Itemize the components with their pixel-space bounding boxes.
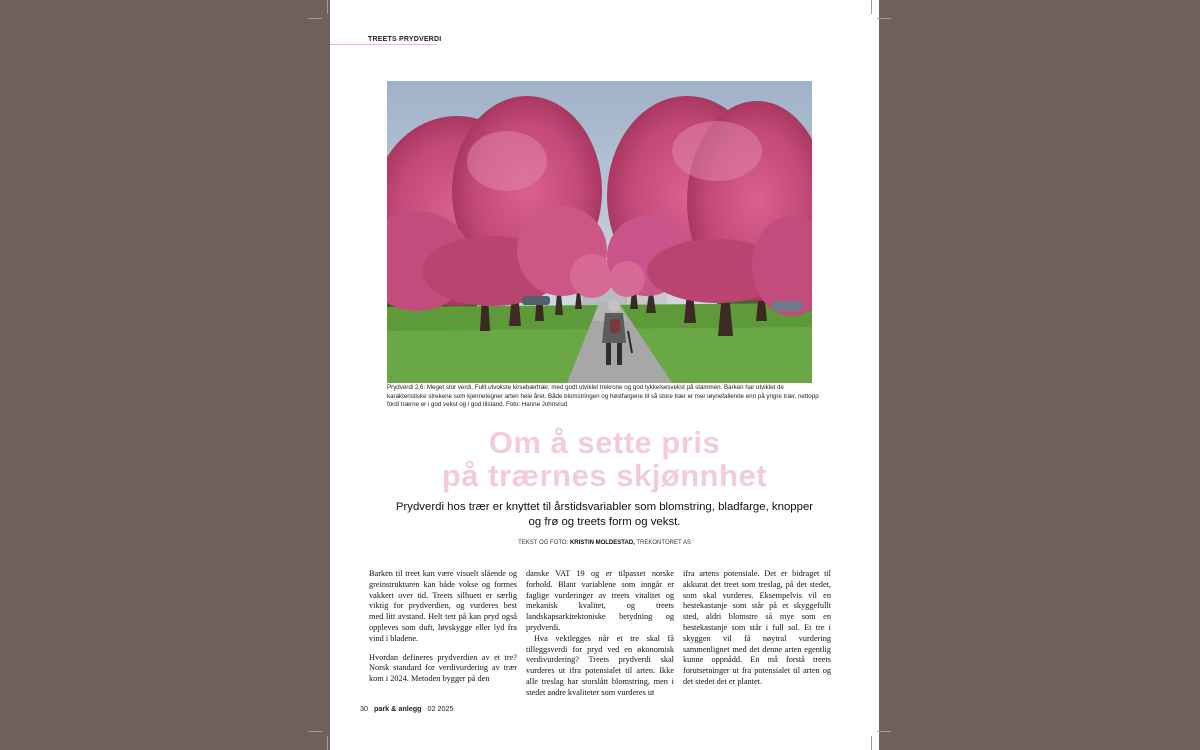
article-lead: Prydverdi hos trær er knyttet til årstidsvariabler som blomstring, bladfarge, knopper og frø og treets form og vekst. [395,501,814,528]
crop-mark [871,736,872,750]
crop-mark [308,731,322,732]
section-label: TREETS PRYDVERDI [368,36,442,43]
photo-caption: Prydverdi 2,6: Meget stor verdi. Fullt utvokste kirsebærtrær, med godt utviklet trekrone og god tykkelsesvekst på stammen. Barken har utviklet de karakteristiske strekene som kjennetegner arten hele året. Både blomstringen og høstfargene til så store trær er mer iøynefallende enn på yngre trær, nettopp fordi trærne er i god vekst og i god tilstand. Foto: Hanne Johnsrud [387,384,819,409]
magazine-page [330,0,879,750]
magazine-name: park & anlegg [374,704,422,713]
issue-number: 02 2025 [427,704,454,713]
headline-line-2: på trærnes skjønnhet [441,458,768,493]
paragraph: ifra artens potensiale. Det er bidraget til akkurat det treet som treslag, på det stedet, som skal vurderes. Eksempelvis vil en hestekastanje som står på et skyggefullt sted, aldri blomstre så mye som en hestekastanje som står i full sol. Et tre i skyggen vil få nøytral vurdering sammenlignet med det denne arten egentlig kunne oppnådd. En må forstå treets forutsetninger ut fra potensialet til arten og det stedet det er plantet. [683,569,831,686]
paragraph: danske VAT 19 og er tilpasset norske forhold. Blant variablene som inngår er faglige vurderinger av treets vitalitet og mekanisk kvalitet, og treets landskapsarkitektoniske betydning og prydverdi. [526,569,674,632]
crop-mark [877,731,891,732]
byline-org: TREKONTORET AS [634,540,691,546]
byline-prefix: TEKST OG FOTO: [518,540,570,546]
headline-line-1: Om å sette pris [488,425,721,460]
byline-author: KRISTIN MOLDESTAD, [569,540,635,546]
crop-mark [308,18,322,19]
paragraph: Hva vektlegges når et tre skal få tilleggsverdi for pryd ved en økonomisk verdivurdering? Treets prydverdi skal vurderes ut ifra potensialet til arten. Ikke alle treslag har storslått blomstring, men i stedet andre kvaliteter som vurderes ut [526,633,674,697]
paragraph: Hvordan defineres prydverdien av et tre? Norsk standard for verdivurdering av trær kom i 2024. Metoden bygger på den [369,652,517,684]
page-footer [360,704,454,713]
cherry-blossom-photo [387,81,812,383]
text-column-1 [369,569,517,685]
text-column-2 [526,569,674,699]
paragraph: Barken til treet kan være visuelt slående og greinstrukturen kan både vokse og formes vakkert over tid. Treets silhuett er særlig viktig for prydverdien, og vurderes best med litt avstand. Helt tett på kan pryd også oppleves som duft, løvskygge eller lyd fra vind i bladene. [369,569,517,643]
text-column-3 [683,569,831,688]
section-rule [330,44,437,45]
crop-mark [327,0,328,14]
page-number: 30 [360,704,368,713]
article-headline [330,426,879,492]
crop-mark [877,18,891,19]
crop-mark [327,736,328,750]
crop-mark [871,0,872,14]
byline [330,540,879,546]
